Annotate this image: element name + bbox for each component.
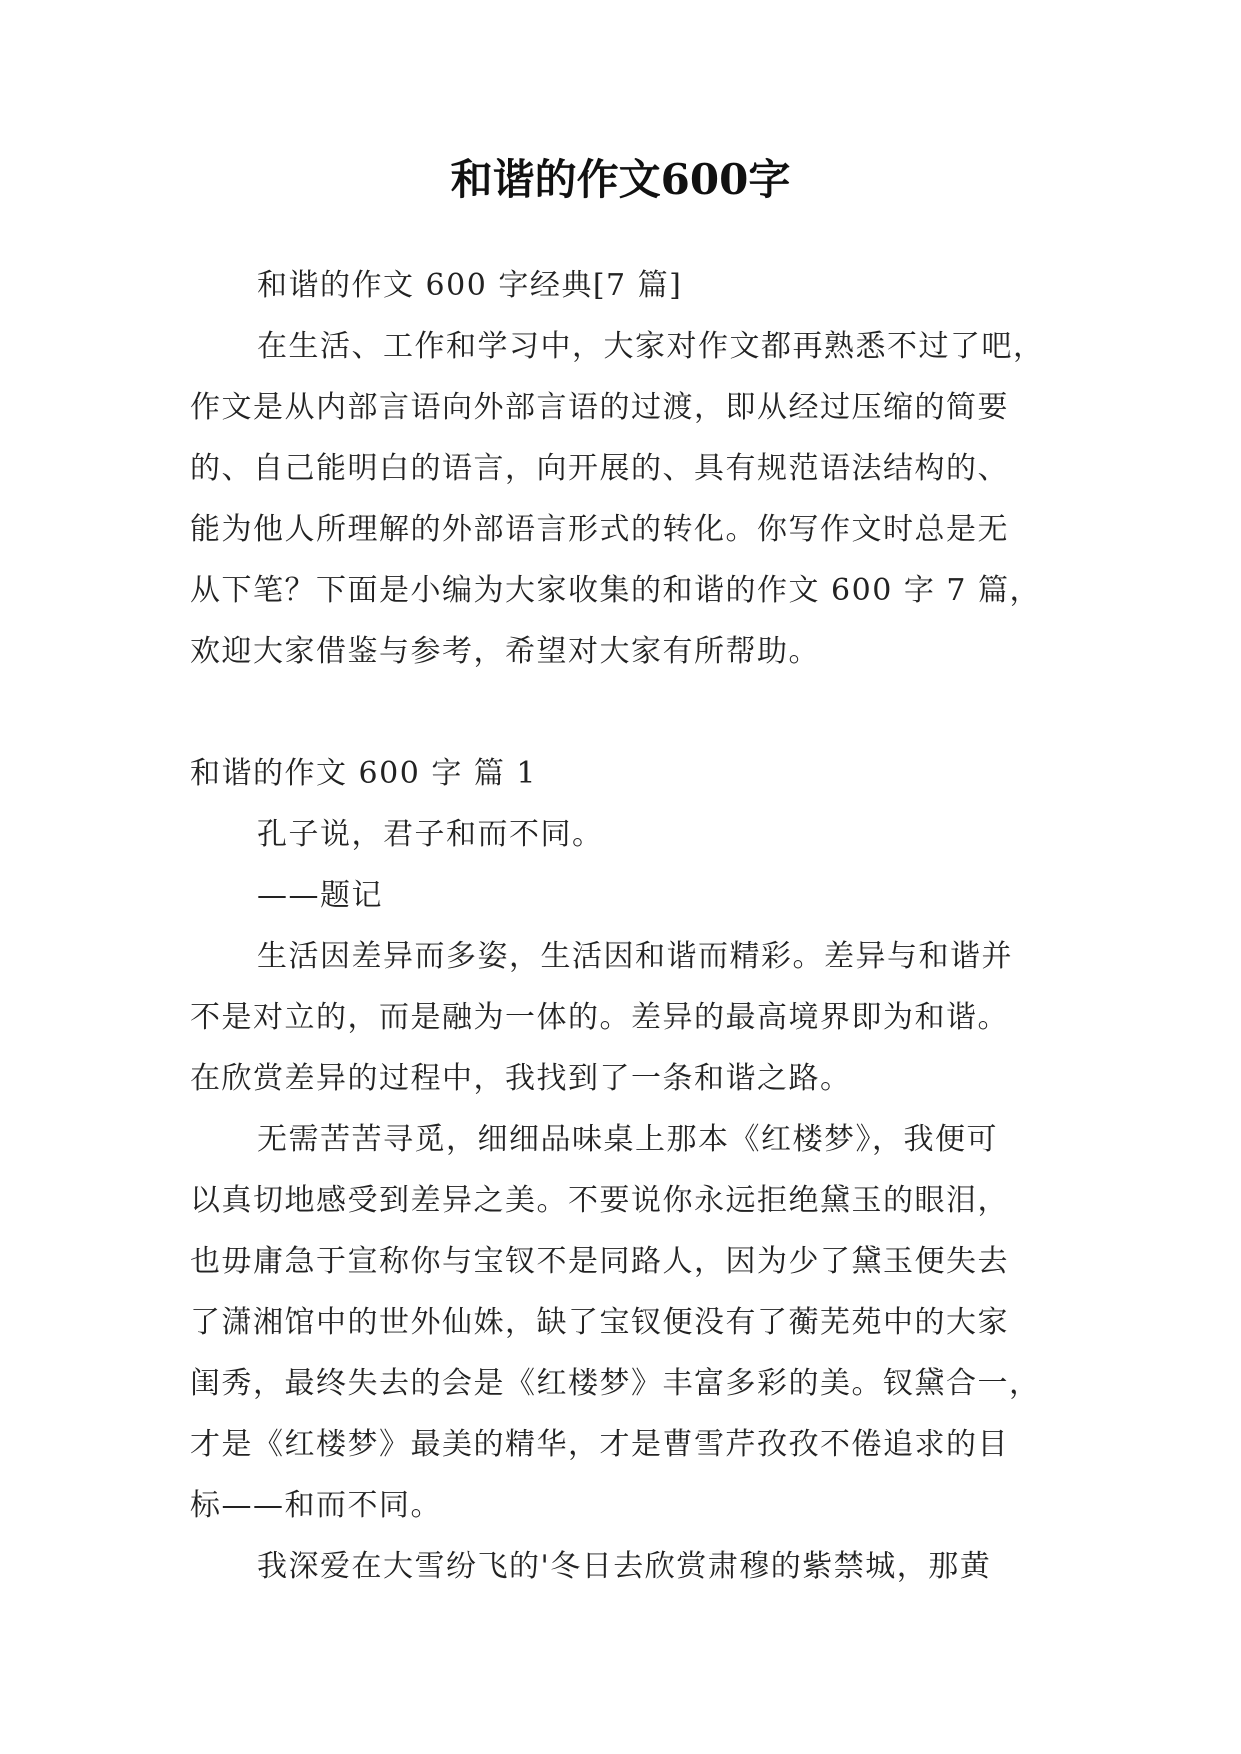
paragraph-line: 生活因差异而多姿，生活因和谐而精彩。差异与和谐并: [257, 939, 1013, 974]
paragraph-line: 闺秀，最终失去的会是《红楼梦》丰富多彩的美。钗黛合一，: [190, 1366, 1041, 1401]
document-body: [190, 255, 1070, 1597]
section-heading: 和谐的作文 600 字 篇 1: [190, 756, 537, 791]
paragraph-line: 我深爱在大雪纷飞的'冬日去欣赏肃穆的紫禁城，那黄: [257, 1549, 992, 1584]
paragraph-line: 了潇湘馆中的世外仙姝，缺了宝钗便没有了蘅芜苑中的大家: [190, 1305, 1009, 1340]
intro-line: 在生活、工作和学习中，大家对作文都再熟悉不过了吧，: [257, 329, 1045, 364]
paragraph-line: 无需苦苦寻觅，细细品味桌上那本《红楼梦》，我便可: [257, 1122, 998, 1157]
epigraph-source: ——题记: [257, 878, 383, 913]
paragraph-line: 标——和而不同。: [190, 1488, 442, 1523]
page-title: 和谐的作文600字: [450, 155, 791, 204]
paragraph-line: 不是对立的，而是融为一体的。差异的最高境界即为和谐。: [190, 1000, 1009, 1035]
epigraph: 孔子说，君子和而不同。: [257, 817, 604, 852]
paragraph-line: 才是《红楼梦》最美的精华，才是曹雪芹孜孜不倦追求的目: [190, 1427, 1009, 1462]
intro-line: 能为他人所理解的外部语言形式的转化。你写作文时总是无: [190, 512, 1009, 547]
intro-heading: 和谐的作文 600 字经典[7 篇]: [257, 268, 683, 303]
intro-line: 作文是从内部言语向外部言语的过渡，即从经过压缩的简要: [190, 390, 1009, 425]
paragraph-line: 以真切地感受到差异之美。不要说你永远拒绝黛玉的眼泪，: [190, 1183, 1009, 1218]
intro-line: 欢迎大家借鉴与参考，希望对大家有所帮助。: [190, 634, 820, 669]
intro-line: 从下笔？下面是小编为大家收集的和谐的作文 600 字 7 篇，: [190, 573, 1041, 608]
section-spacer: [190, 682, 1070, 743]
paragraph-line: 也毋庸急于宣称你与宝钗不是同路人，因为少了黛玉便失去: [190, 1244, 1009, 1279]
intro-line: 的、自己能明白的语言，向开展的、具有规范语法结构的、: [190, 451, 1009, 486]
paragraph-line: 在欣赏差异的过程中，我找到了一条和谐之路。: [190, 1061, 852, 1096]
